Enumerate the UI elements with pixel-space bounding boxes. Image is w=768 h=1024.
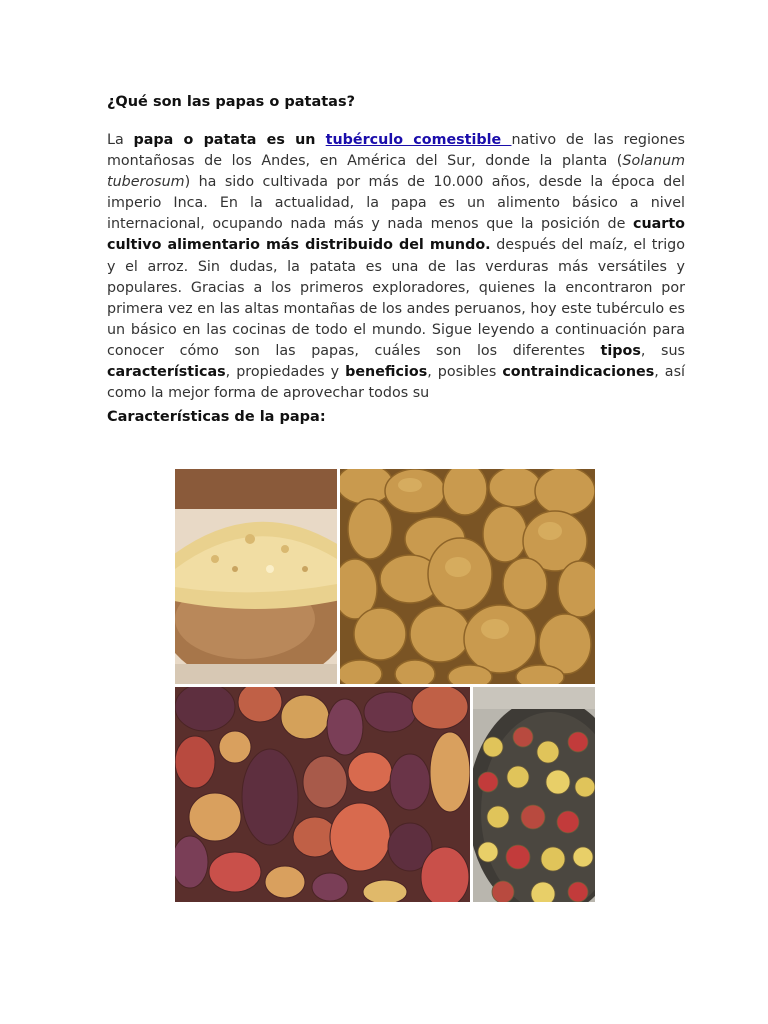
- intro-paragraph: [107, 130, 685, 404]
- mixed-color-potatoes-photo: [175, 687, 470, 902]
- tuberculo-comestible-link[interactable]: tubérculo comestible: [325, 132, 512, 148]
- bold-text: características: [107, 364, 226, 381]
- baked-potato-photo: [175, 469, 337, 684]
- text-run: La: [107, 132, 134, 148]
- bold-text: beneficios: [345, 364, 428, 381]
- bold-text: cuarto cultivo alimentario más distribuido del mundo.: [107, 216, 685, 254]
- text-run: , así como la mejor forma de aprovechar todos su: [107, 364, 685, 402]
- yellow-potatoes-photo: [340, 469, 595, 684]
- section-heading-what-are-potatoes: ¿Qué son las papas o patatas?: [107, 94, 355, 110]
- potatoes-in-pan-photo: [473, 687, 595, 902]
- section-heading-characteristics: Características de la papa:: [107, 409, 326, 425]
- text-run: después del maíz, el trigo y el arroz. Sin dudas, la patata es una de las verduras más versátiles y populares. Gracias a los primeros exploradores, quienes la encontraron por primera vez en las altas montañas de los andes peruanos, hoy este tubérculo es un básico en las cocinas de todo el mundo. Sigue leyendo a continuación para conocer cómo son las papas, cuáles son los diferentes: [107, 237, 685, 359]
- bold-text: contraindicaciones: [502, 364, 655, 381]
- text-run: nativo de las regiones montañosas de los Andes, en América del Sur, donde la planta (: [107, 132, 685, 170]
- text-run: ) ha sido cultivada por más de 10.000 años, desde la época del imperio Inca. En la actualidad, la papa es un alimento básico a nivel internacional, ocupando nada más y nada menos que la posición de: [107, 174, 685, 233]
- text-run: , posibles: [427, 364, 503, 381]
- bold-text: papa o patata es un: [133, 132, 326, 148]
- text-run: , sus: [640, 342, 685, 359]
- text-run: , propiedades y: [225, 364, 346, 381]
- italic-scientific-name: Solanum tuberosum: [107, 153, 685, 191]
- potato-photo-collage: [175, 469, 595, 902]
- bold-text: tipos: [600, 342, 641, 359]
